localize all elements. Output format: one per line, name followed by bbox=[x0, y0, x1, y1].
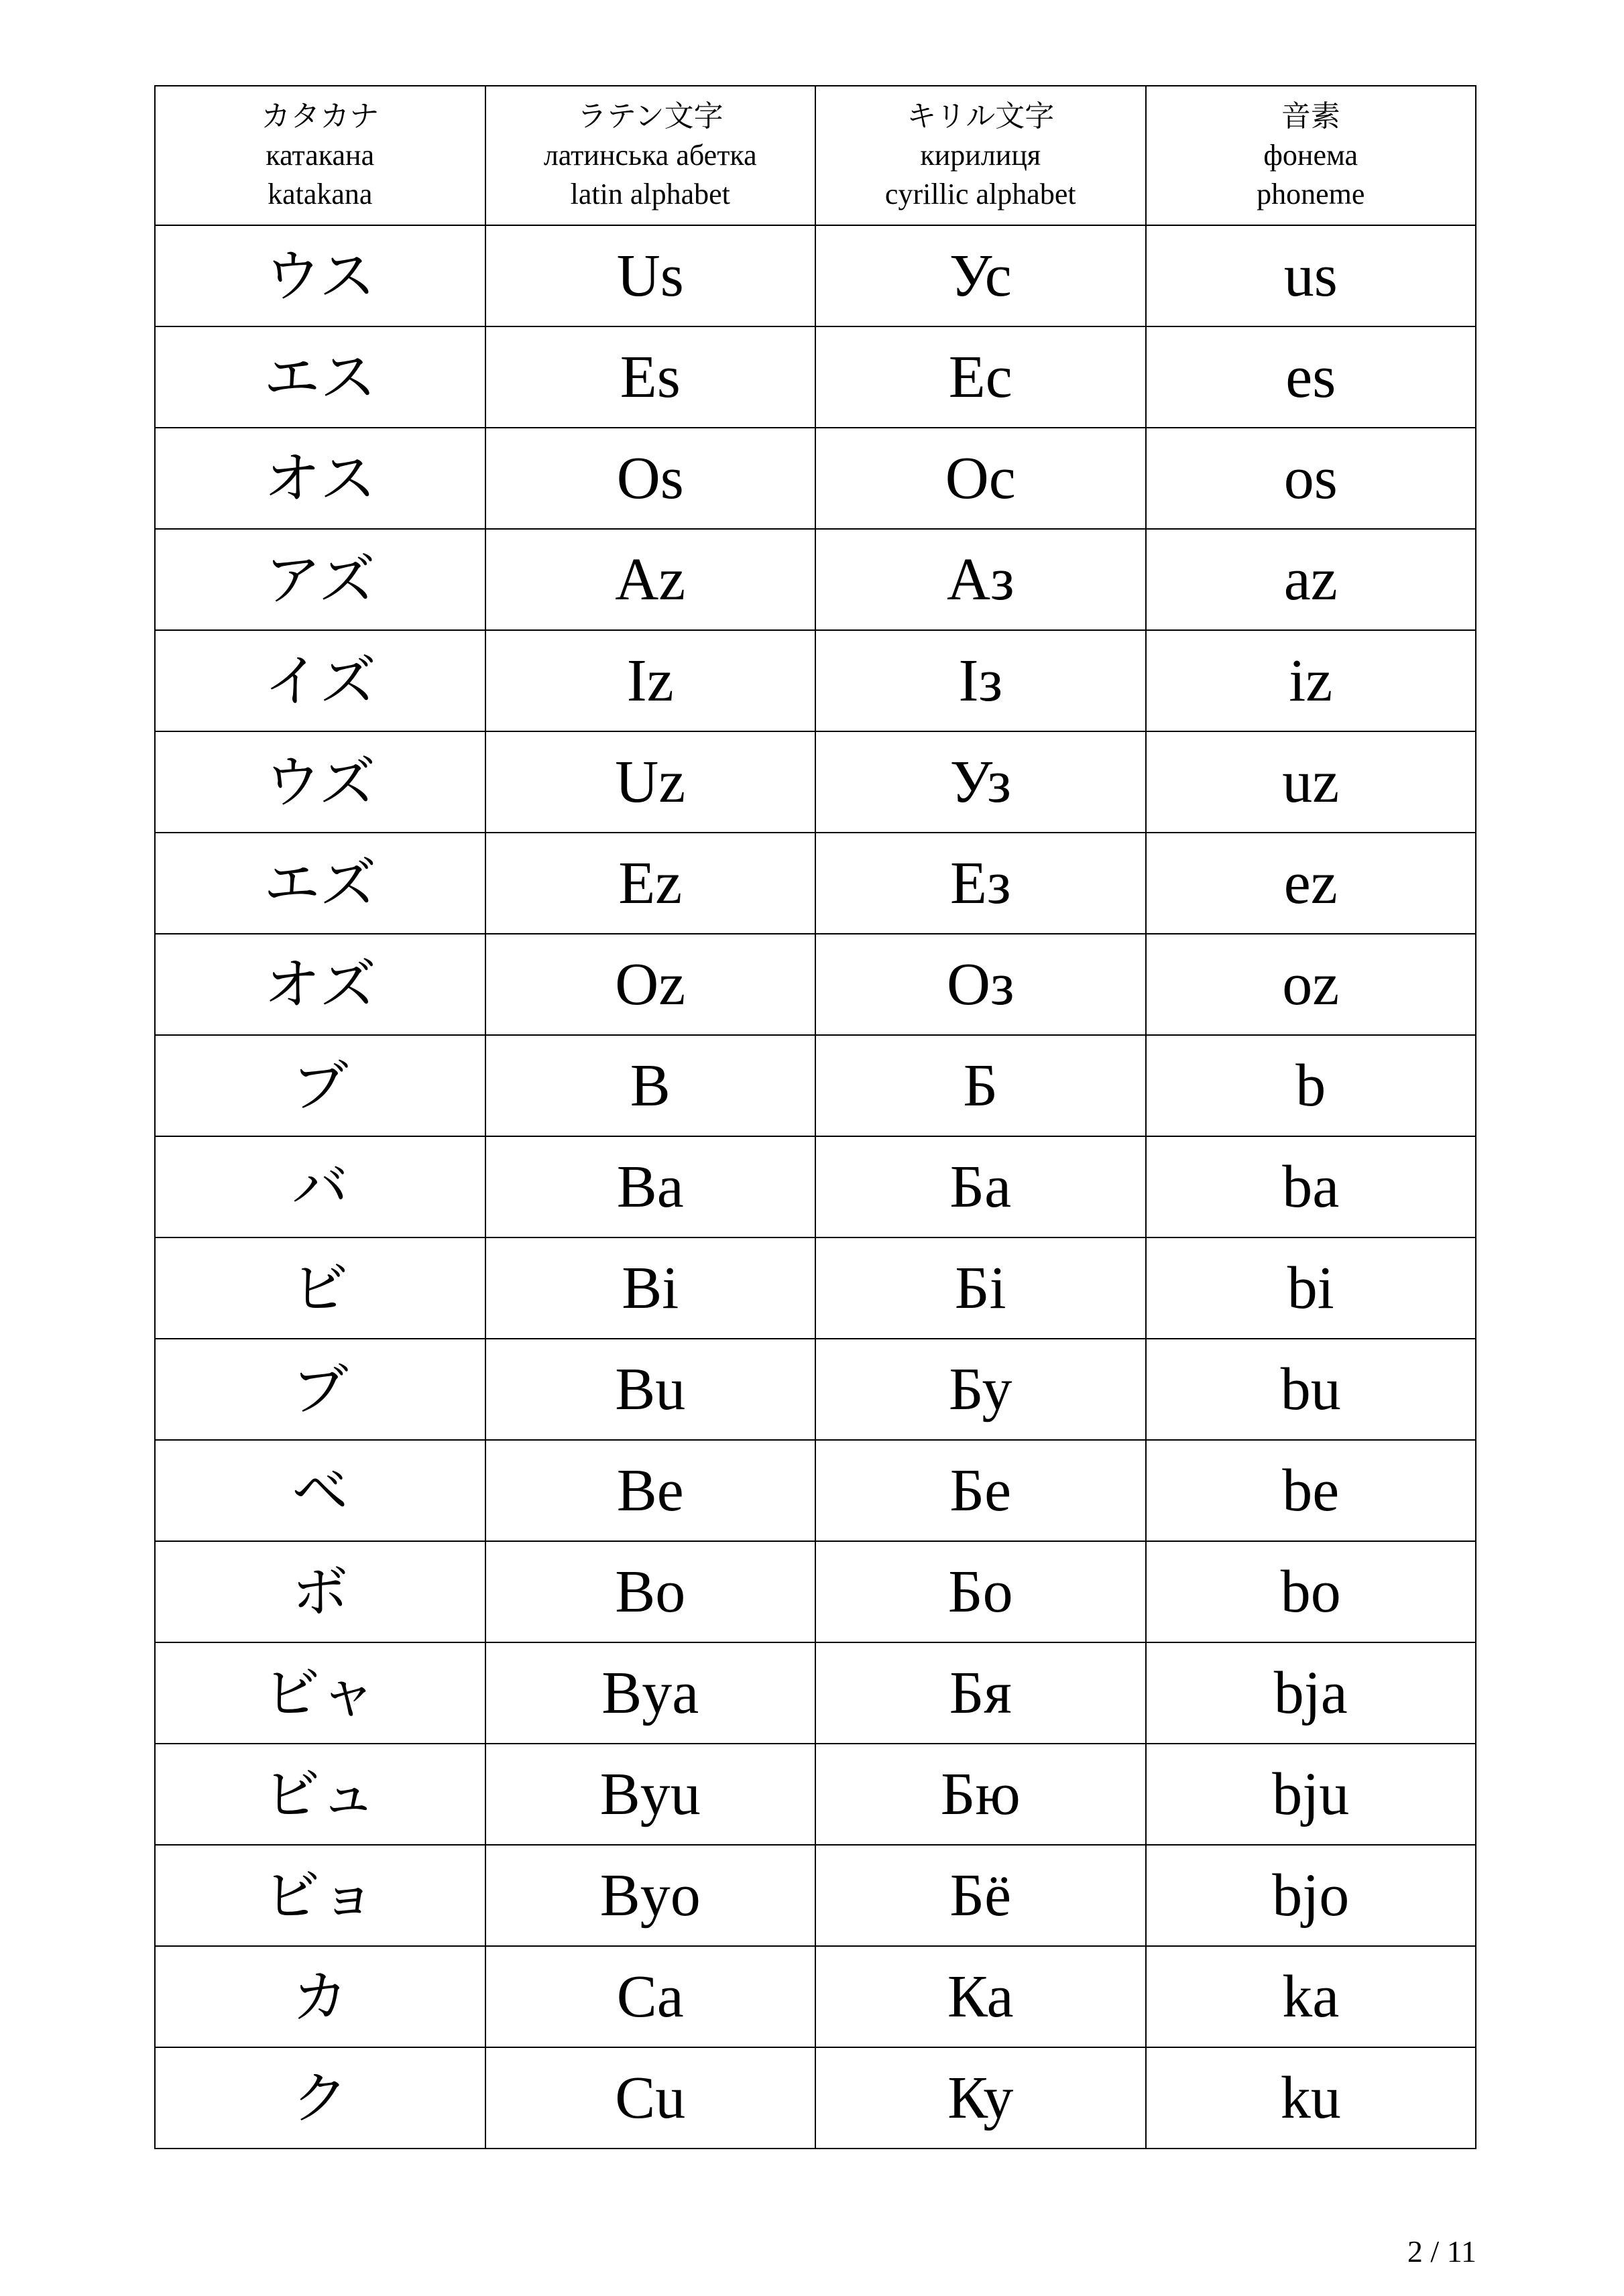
cyrillic-cell: Б bbox=[815, 1035, 1146, 1136]
cyrillic-cell: Бё bbox=[815, 1845, 1146, 1946]
cyrillic-cell: Ос bbox=[815, 428, 1146, 529]
cyrillic-cell: Бе bbox=[815, 1440, 1146, 1541]
phoneme-cell: os bbox=[1146, 428, 1476, 529]
katakana-cell: ベ bbox=[155, 1440, 485, 1541]
katakana-cell: ウズ bbox=[155, 731, 485, 833]
header-katakana bbox=[155, 86, 485, 225]
katakana-cell: アズ bbox=[155, 529, 485, 630]
latin-cell: Be bbox=[485, 1440, 816, 1541]
katakana-cell: ビ bbox=[155, 1237, 485, 1339]
table-row bbox=[155, 1744, 1476, 1845]
table-row bbox=[155, 630, 1476, 731]
cyrillic-cell: Бі bbox=[815, 1237, 1146, 1339]
latin-cell: Cu bbox=[485, 2047, 816, 2149]
header-line: фонема bbox=[1263, 139, 1358, 172]
katakana-cell: ビョ bbox=[155, 1845, 485, 1946]
cyrillic-cell: Ез bbox=[815, 833, 1146, 934]
phoneme-cell: az bbox=[1146, 529, 1476, 630]
table-row bbox=[155, 833, 1476, 934]
table-row bbox=[155, 1035, 1476, 1136]
header-line: katakana bbox=[268, 178, 373, 210]
phoneme-cell: bja bbox=[1146, 1642, 1476, 1744]
table-row bbox=[155, 731, 1476, 833]
latin-cell: Ca bbox=[485, 1946, 816, 2047]
latin-cell: Us bbox=[485, 225, 816, 326]
header-line: cyrillic alphabet bbox=[884, 178, 1076, 210]
latin-cell: Iz bbox=[485, 630, 816, 731]
katakana-cell: エス bbox=[155, 326, 485, 428]
header-latin bbox=[485, 86, 816, 225]
phoneme-cell: bi bbox=[1146, 1237, 1476, 1339]
latin-cell: Ez bbox=[485, 833, 816, 934]
header-phoneme bbox=[1146, 86, 1476, 225]
header-line: phoneme bbox=[1257, 178, 1365, 210]
header-line: キリル文字 bbox=[907, 100, 1055, 133]
phoneme-cell: ez bbox=[1146, 833, 1476, 934]
cyrillic-cell: Ка bbox=[815, 1946, 1146, 2047]
table-row bbox=[155, 1845, 1476, 1946]
table-row bbox=[155, 934, 1476, 1035]
latin-cell: Bi bbox=[485, 1237, 816, 1339]
katakana-cell: バ bbox=[155, 1136, 485, 1237]
cyrillic-cell: Бо bbox=[815, 1541, 1146, 1642]
cyrillic-cell: Аз bbox=[815, 529, 1146, 630]
header-cyrillic bbox=[815, 86, 1146, 225]
header-line: ラテン文字 bbox=[577, 100, 723, 133]
table-row bbox=[155, 2047, 1476, 2149]
cyrillic-cell: Із bbox=[815, 630, 1146, 731]
latin-cell: Byu bbox=[485, 1744, 816, 1845]
katakana-cell: ビャ bbox=[155, 1642, 485, 1744]
phoneme-cell: uz bbox=[1146, 731, 1476, 833]
header-line: кирилиця bbox=[920, 139, 1041, 172]
phoneme-cell: oz bbox=[1146, 934, 1476, 1035]
phoneme-cell: bju bbox=[1146, 1744, 1476, 1845]
table-row bbox=[155, 1946, 1476, 2047]
table-row bbox=[155, 1541, 1476, 1642]
phoneme-cell: es bbox=[1146, 326, 1476, 428]
latin-cell: Bya bbox=[485, 1642, 816, 1744]
cyrillic-cell: Бю bbox=[815, 1744, 1146, 1845]
header-line: latin alphabet bbox=[570, 178, 730, 210]
phoneme-cell: us bbox=[1146, 225, 1476, 326]
latin-cell: Az bbox=[485, 529, 816, 630]
katakana-cell: オス bbox=[155, 428, 485, 529]
katakana-cell: ボ bbox=[155, 1541, 485, 1642]
phoneme-cell: be bbox=[1146, 1440, 1476, 1541]
cyrillic-cell: Ба bbox=[815, 1136, 1146, 1237]
katakana-cell: ブ bbox=[155, 1035, 485, 1136]
latin-cell: Uz bbox=[485, 731, 816, 833]
latin-cell: B bbox=[485, 1035, 816, 1136]
phoneme-cell: bu bbox=[1146, 1339, 1476, 1440]
latin-cell: Os bbox=[485, 428, 816, 529]
katakana-cell: ク bbox=[155, 2047, 485, 2149]
table-row bbox=[155, 326, 1476, 428]
latin-cell: Byo bbox=[485, 1845, 816, 1946]
table-row bbox=[155, 529, 1476, 630]
katakana-cell: ウス bbox=[155, 225, 485, 326]
table-row bbox=[155, 1642, 1476, 1744]
cyrillic-cell: Бу bbox=[815, 1339, 1146, 1440]
latin-cell: Oz bbox=[485, 934, 816, 1035]
header-row bbox=[155, 86, 1476, 225]
katakana-cell: ブ bbox=[155, 1339, 485, 1440]
table-row bbox=[155, 428, 1476, 529]
latin-cell: Bu bbox=[485, 1339, 816, 1440]
cyrillic-cell: Бя bbox=[815, 1642, 1146, 1744]
phoneme-table bbox=[154, 85, 1476, 2149]
cyrillic-cell: Ус bbox=[815, 225, 1146, 326]
phoneme-cell: bo bbox=[1146, 1541, 1476, 1642]
cyrillic-cell: Ку bbox=[815, 2047, 1146, 2149]
katakana-cell: カ bbox=[155, 1946, 485, 2047]
latin-cell: Ba bbox=[485, 1136, 816, 1237]
table-row bbox=[155, 1339, 1476, 1440]
page-number: 2 / 11 bbox=[1407, 2234, 1476, 2269]
header-line: カタカナ bbox=[261, 100, 380, 133]
katakana-cell: イズ bbox=[155, 630, 485, 731]
latin-cell: Es bbox=[485, 326, 816, 428]
table-row bbox=[155, 1237, 1476, 1339]
latin-cell: Bo bbox=[485, 1541, 816, 1642]
table-row bbox=[155, 225, 1476, 326]
phoneme-cell: bjo bbox=[1146, 1845, 1476, 1946]
cyrillic-cell: Уз bbox=[815, 731, 1146, 833]
header-line: латинська абетка bbox=[543, 139, 757, 172]
phoneme-cell: ku bbox=[1146, 2047, 1476, 2149]
phoneme-cell: iz bbox=[1146, 630, 1476, 731]
katakana-cell: オズ bbox=[155, 934, 485, 1035]
phoneme-cell: ka bbox=[1146, 1946, 1476, 2047]
phoneme-cell: b bbox=[1146, 1035, 1476, 1136]
cyrillic-cell: Ес bbox=[815, 326, 1146, 428]
phoneme-cell: ba bbox=[1146, 1136, 1476, 1237]
cyrillic-cell: Оз bbox=[815, 934, 1146, 1035]
table-row bbox=[155, 1136, 1476, 1237]
table-row bbox=[155, 1440, 1476, 1541]
katakana-cell: エズ bbox=[155, 833, 485, 934]
katakana-cell: ビュ bbox=[155, 1744, 485, 1845]
header-line: катакана bbox=[266, 139, 375, 172]
header-line: 音素 bbox=[1281, 100, 1340, 133]
